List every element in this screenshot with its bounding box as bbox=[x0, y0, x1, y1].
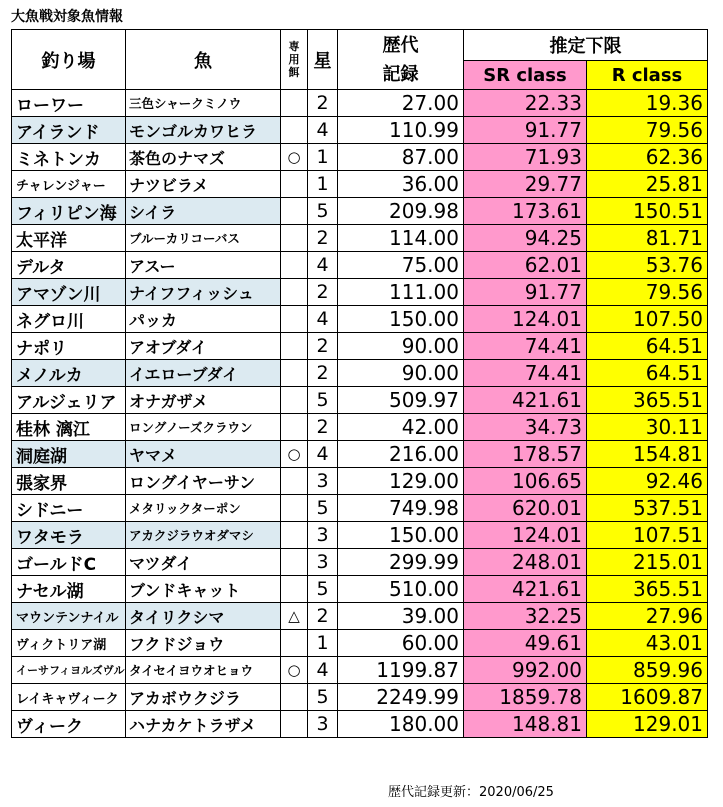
bait-cell: ○ bbox=[281, 441, 308, 468]
star-cell: 5 bbox=[308, 495, 338, 522]
record-cell: 27.00 bbox=[338, 90, 464, 117]
table-row bbox=[12, 387, 708, 414]
bait-cell bbox=[281, 630, 308, 657]
bait-cell bbox=[281, 387, 308, 414]
bait-cell bbox=[281, 90, 308, 117]
r-class-cell: 107.50 bbox=[587, 306, 708, 333]
spot-cell: ヴィーク bbox=[12, 711, 126, 738]
bait-cell bbox=[281, 684, 308, 711]
record-cell: 114.00 bbox=[338, 225, 464, 252]
r-class-cell: 537.51 bbox=[587, 495, 708, 522]
r-class-cell: 365.51 bbox=[587, 576, 708, 603]
spot-cell: ナセル湖 bbox=[12, 576, 126, 603]
table-row bbox=[12, 360, 708, 387]
star-cell: 3 bbox=[308, 468, 338, 495]
sr-class-cell: 94.25 bbox=[464, 225, 587, 252]
fish-cell: 三色シャークミノウ bbox=[126, 90, 281, 117]
sr-class-cell: 22.33 bbox=[464, 90, 587, 117]
fish-cell: アスー bbox=[126, 252, 281, 279]
r-class-cell: 43.01 bbox=[587, 630, 708, 657]
spot-cell: メノルカ bbox=[12, 360, 126, 387]
record-cell: 2249.99 bbox=[338, 684, 464, 711]
record-cell: 150.00 bbox=[338, 522, 464, 549]
header-sr-class: SR class bbox=[464, 61, 587, 90]
bait-cell bbox=[281, 198, 308, 225]
fish-cell: ブルーカリコーバス bbox=[126, 225, 281, 252]
spot-cell: チャレンジャー bbox=[12, 171, 126, 198]
table-row bbox=[12, 657, 708, 684]
sr-class-cell: 421.61 bbox=[464, 576, 587, 603]
star-cell: 2 bbox=[308, 360, 338, 387]
record-cell: 510.00 bbox=[338, 576, 464, 603]
record-cell: 749.98 bbox=[338, 495, 464, 522]
sr-class-cell: 124.01 bbox=[464, 522, 587, 549]
r-class-cell: 64.51 bbox=[587, 333, 708, 360]
star-cell: 2 bbox=[308, 333, 338, 360]
fish-cell: モンゴルカワヒラ bbox=[126, 117, 281, 144]
record-cell: 90.00 bbox=[338, 333, 464, 360]
sr-class-cell: 106.65 bbox=[464, 468, 587, 495]
fish-cell: ナツビラメ bbox=[126, 171, 281, 198]
bait-cell bbox=[281, 468, 308, 495]
bait-cell: ○ bbox=[281, 657, 308, 684]
spot-cell: ヴィクトリア湖 bbox=[12, 630, 126, 657]
fish-cell: アカクジラウオダマシ bbox=[126, 522, 281, 549]
header-bait bbox=[281, 30, 308, 90]
record-cell: 216.00 bbox=[338, 441, 464, 468]
fish-cell: フクドジョウ bbox=[126, 630, 281, 657]
fish-cell: メタリックターポン bbox=[126, 495, 281, 522]
spot-cell: レイキャヴィーク bbox=[12, 684, 126, 711]
update-note: 歴代記録更新：2020/06/25 bbox=[388, 785, 554, 800]
table-row bbox=[12, 144, 708, 171]
record-cell: 150.00 bbox=[338, 306, 464, 333]
table-row bbox=[12, 576, 708, 603]
star-cell: 1 bbox=[308, 171, 338, 198]
fish-cell: ヤマメ bbox=[126, 441, 281, 468]
sr-class-cell: 148.81 bbox=[464, 711, 587, 738]
spot-cell: 桂林 漓江 bbox=[12, 414, 126, 441]
spot-cell: イーサフィヨルズヴル bbox=[12, 657, 126, 684]
r-class-cell: 1609.87 bbox=[587, 684, 708, 711]
record-cell: 110.99 bbox=[338, 117, 464, 144]
r-class-cell: 92.46 bbox=[587, 468, 708, 495]
star-cell: 1 bbox=[308, 144, 338, 171]
spot-cell: 洞庭湖 bbox=[12, 441, 126, 468]
header-spot: 釣り場 bbox=[12, 30, 126, 90]
table-row bbox=[12, 117, 708, 144]
table-row bbox=[12, 495, 708, 522]
table-row bbox=[12, 630, 708, 657]
r-class-cell: 19.36 bbox=[587, 90, 708, 117]
fish-cell: イエローブダイ bbox=[126, 360, 281, 387]
record-cell: 42.00 bbox=[338, 414, 464, 441]
table-row bbox=[12, 225, 708, 252]
spot-cell: シドニー bbox=[12, 495, 126, 522]
r-class-cell: 79.56 bbox=[587, 279, 708, 306]
r-class-cell: 62.36 bbox=[587, 144, 708, 171]
sr-class-cell: 34.73 bbox=[464, 414, 587, 441]
record-cell: 36.00 bbox=[338, 171, 464, 198]
r-class-cell: 859.96 bbox=[587, 657, 708, 684]
spot-cell: マウンテンナイル bbox=[12, 603, 126, 630]
record-cell: 60.00 bbox=[338, 630, 464, 657]
sr-class-cell: 49.61 bbox=[464, 630, 587, 657]
header-fish: 魚 bbox=[126, 30, 281, 90]
table-row bbox=[12, 441, 708, 468]
fish-cell: タイリクシマ bbox=[126, 603, 281, 630]
bait-cell bbox=[281, 333, 308, 360]
sr-class-cell: 74.41 bbox=[464, 333, 587, 360]
bait-cell bbox=[281, 117, 308, 144]
r-class-cell: 27.96 bbox=[587, 603, 708, 630]
table-row bbox=[12, 306, 708, 333]
bait-cell bbox=[281, 549, 308, 576]
table-row bbox=[12, 603, 708, 630]
table-row bbox=[12, 468, 708, 495]
record-cell: 209.98 bbox=[338, 198, 464, 225]
bait-cell bbox=[281, 495, 308, 522]
header-record-line1: 歴代 bbox=[382, 34, 419, 56]
table-row bbox=[12, 171, 708, 198]
r-class-cell: 129.01 bbox=[587, 711, 708, 738]
table-row bbox=[12, 522, 708, 549]
header-estimate: 推定下限 bbox=[464, 30, 708, 61]
spot-cell: 太平洋 bbox=[12, 225, 126, 252]
bait-cell bbox=[281, 360, 308, 387]
bait-cell bbox=[281, 225, 308, 252]
sr-class-cell: 248.01 bbox=[464, 549, 587, 576]
star-cell: 2 bbox=[308, 90, 338, 117]
sr-class-cell: 74.41 bbox=[464, 360, 587, 387]
record-cell: 1199.87 bbox=[338, 657, 464, 684]
fish-cell: マツダイ bbox=[126, 549, 281, 576]
sr-class-cell: 1859.78 bbox=[464, 684, 587, 711]
record-cell: 111.00 bbox=[338, 279, 464, 306]
bait-cell bbox=[281, 414, 308, 441]
sr-class-cell: 992.00 bbox=[464, 657, 587, 684]
fish-cell: 茶色のナマズ bbox=[126, 144, 281, 171]
spot-cell: デルタ bbox=[12, 252, 126, 279]
fish-cell: ロングノーズクラウン bbox=[126, 414, 281, 441]
spot-cell: フィリピン海 bbox=[12, 198, 126, 225]
fish-cell: パッカ bbox=[126, 306, 281, 333]
r-class-cell: 64.51 bbox=[587, 360, 708, 387]
record-cell: 90.00 bbox=[338, 360, 464, 387]
table-row bbox=[12, 549, 708, 576]
table-row bbox=[12, 333, 708, 360]
record-cell: 299.99 bbox=[338, 549, 464, 576]
bait-cell: ○ bbox=[281, 144, 308, 171]
spot-cell: ローワー bbox=[12, 90, 126, 117]
star-cell: 2 bbox=[308, 414, 338, 441]
star-cell: 4 bbox=[308, 306, 338, 333]
r-class-cell: 53.76 bbox=[587, 252, 708, 279]
table-row bbox=[12, 252, 708, 279]
star-cell: 4 bbox=[308, 252, 338, 279]
spot-cell: アマゾン川 bbox=[12, 279, 126, 306]
sr-class-cell: 173.61 bbox=[464, 198, 587, 225]
r-class-cell: 150.51 bbox=[587, 198, 708, 225]
spot-cell: ネグロ川 bbox=[12, 306, 126, 333]
sr-class-cell: 71.93 bbox=[464, 144, 587, 171]
header-star: 星 bbox=[308, 30, 338, 90]
fish-cell: アカボウクジラ bbox=[126, 684, 281, 711]
spot-cell: ミネトンカ bbox=[12, 144, 126, 171]
star-cell: 2 bbox=[308, 279, 338, 306]
record-cell: 87.00 bbox=[338, 144, 464, 171]
header-bait-label: 専用餌 bbox=[288, 40, 300, 79]
star-cell: 3 bbox=[308, 711, 338, 738]
bait-cell bbox=[281, 522, 308, 549]
sr-class-cell: 29.77 bbox=[464, 171, 587, 198]
star-cell: 4 bbox=[308, 657, 338, 684]
fish-cell: タイセイヨウオヒョウ bbox=[126, 657, 281, 684]
table-row bbox=[12, 198, 708, 225]
sr-class-cell: 32.25 bbox=[464, 603, 587, 630]
star-cell: 2 bbox=[308, 603, 338, 630]
star-cell: 3 bbox=[308, 549, 338, 576]
sr-class-cell: 124.01 bbox=[464, 306, 587, 333]
header-r-class: R class bbox=[587, 61, 708, 90]
header-record bbox=[338, 30, 464, 90]
record-cell: 39.00 bbox=[338, 603, 464, 630]
bait-cell bbox=[281, 279, 308, 306]
table-row bbox=[12, 279, 708, 306]
sr-class-cell: 91.77 bbox=[464, 117, 587, 144]
r-class-cell: 30.11 bbox=[587, 414, 708, 441]
bait-cell bbox=[281, 306, 308, 333]
star-cell: 4 bbox=[308, 441, 338, 468]
fish-info-table bbox=[11, 29, 708, 738]
table-row bbox=[12, 414, 708, 441]
sr-class-cell: 421.61 bbox=[464, 387, 587, 414]
header-record-line2: 記録 bbox=[382, 63, 419, 85]
bait-cell bbox=[281, 576, 308, 603]
fish-cell: ナイフフィッシュ bbox=[126, 279, 281, 306]
record-cell: 129.00 bbox=[338, 468, 464, 495]
record-cell: 509.97 bbox=[338, 387, 464, 414]
r-class-cell: 154.81 bbox=[587, 441, 708, 468]
star-cell: 5 bbox=[308, 684, 338, 711]
fish-cell: オナガザメ bbox=[126, 387, 281, 414]
fish-cell: ブンドキャット bbox=[126, 576, 281, 603]
record-cell: 180.00 bbox=[338, 711, 464, 738]
spot-cell: アルジェリア bbox=[12, 387, 126, 414]
fish-cell: ロングイヤーサン bbox=[126, 468, 281, 495]
table-row bbox=[12, 90, 708, 117]
star-cell: 3 bbox=[308, 522, 338, 549]
r-class-cell: 79.56 bbox=[587, 117, 708, 144]
record-cell: 75.00 bbox=[338, 252, 464, 279]
spot-cell: アイランド bbox=[12, 117, 126, 144]
bait-cell: △ bbox=[281, 603, 308, 630]
star-cell: 5 bbox=[308, 387, 338, 414]
r-class-cell: 81.71 bbox=[587, 225, 708, 252]
table-row bbox=[12, 711, 708, 738]
bait-cell bbox=[281, 171, 308, 198]
sr-class-cell: 91.77 bbox=[464, 279, 587, 306]
star-cell: 1 bbox=[308, 630, 338, 657]
fish-cell: アオブダイ bbox=[126, 333, 281, 360]
star-cell: 4 bbox=[308, 117, 338, 144]
fish-cell: ハナカケトラザメ bbox=[126, 711, 281, 738]
r-class-cell: 25.81 bbox=[587, 171, 708, 198]
sr-class-cell: 178.57 bbox=[464, 441, 587, 468]
sr-class-cell: 62.01 bbox=[464, 252, 587, 279]
star-cell: 5 bbox=[308, 576, 338, 603]
spot-cell: ナポリ bbox=[12, 333, 126, 360]
star-cell: 5 bbox=[308, 198, 338, 225]
sheet-title: 大魚戦対象魚情報 bbox=[11, 9, 123, 25]
r-class-cell: 107.51 bbox=[587, 522, 708, 549]
table-row bbox=[12, 684, 708, 711]
sr-class-cell: 620.01 bbox=[464, 495, 587, 522]
spot-cell: ワタモラ bbox=[12, 522, 126, 549]
spot-cell: 張家界 bbox=[12, 468, 126, 495]
star-cell: 2 bbox=[308, 225, 338, 252]
bait-cell bbox=[281, 711, 308, 738]
spot-cell: ゴールドC bbox=[12, 549, 126, 576]
fish-cell: シイラ bbox=[126, 198, 281, 225]
r-class-cell: 215.01 bbox=[587, 549, 708, 576]
bait-cell bbox=[281, 252, 308, 279]
r-class-cell: 365.51 bbox=[587, 387, 708, 414]
